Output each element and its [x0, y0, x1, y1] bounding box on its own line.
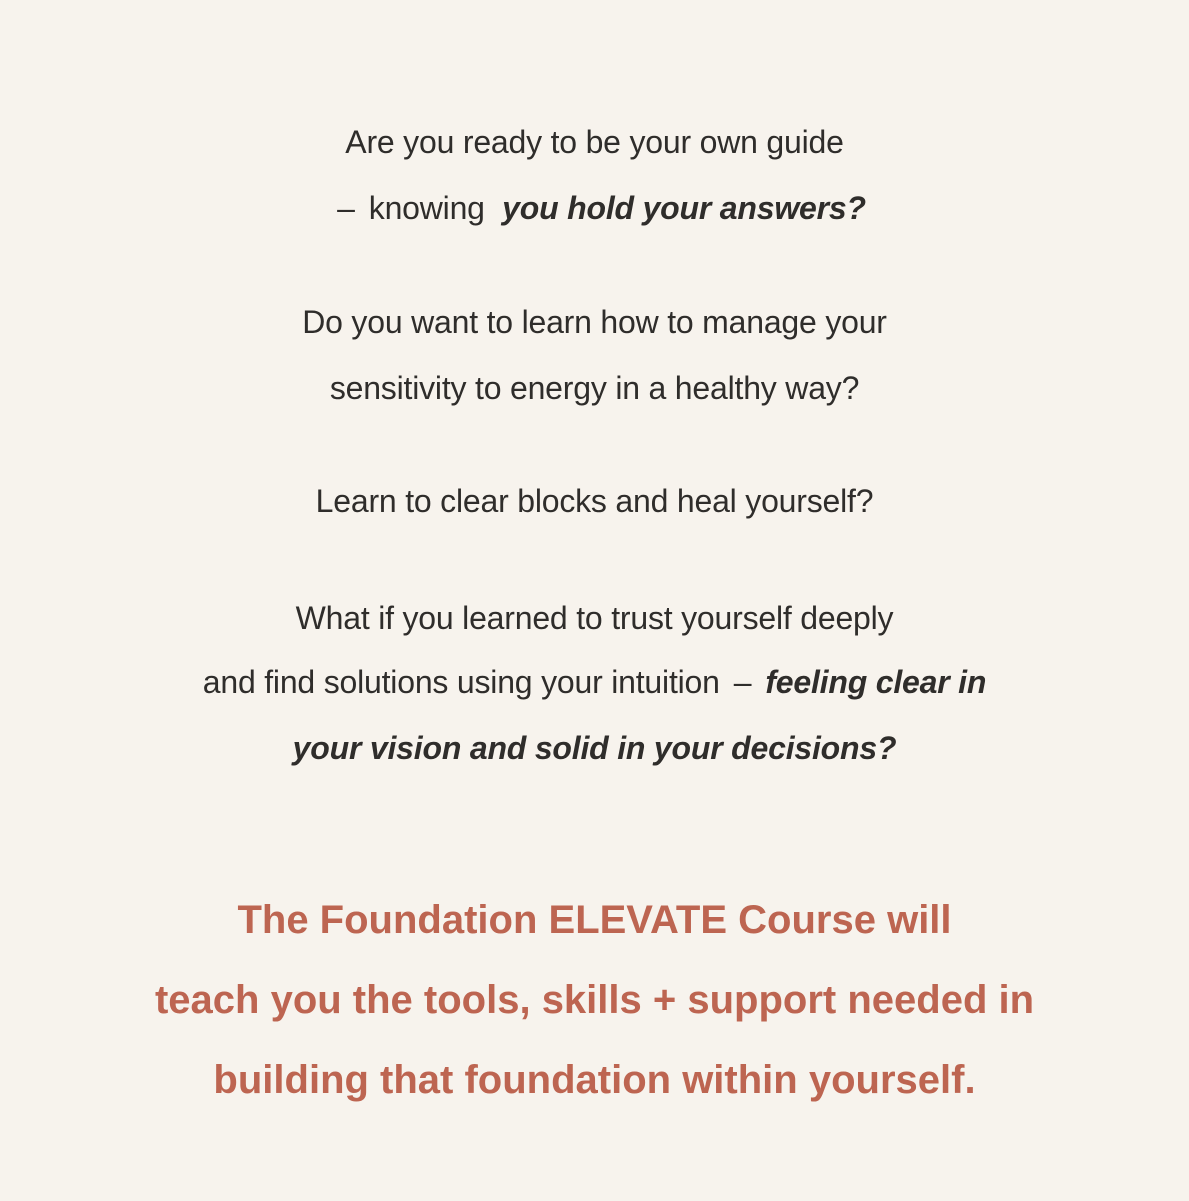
question-text: What if you learned to trust yourself deeply	[295, 600, 894, 636]
question-line-intuition	[0, 662, 1189, 702]
question-text: knowing	[368, 190, 485, 226]
highlight-line-course	[0, 896, 1189, 944]
highlight-text: The Foundation ELEVATE Course will	[237, 898, 952, 942]
highlight-line-tools	[0, 976, 1189, 1024]
question-line-clear-blocks	[0, 481, 1189, 521]
question-line-trust	[0, 598, 1189, 638]
emphasis-text: you hold your answers?	[502, 190, 866, 226]
question-line-sensitivity	[0, 368, 1189, 408]
question-line-knowing	[0, 188, 1189, 228]
question-line-vision	[0, 728, 1189, 768]
em-dash: –	[337, 190, 355, 226]
question-text: sensitivity to energy in a healthy way?	[329, 370, 860, 406]
question-text: Do you want to learn how to manage your	[302, 304, 887, 340]
question-line-ready	[0, 122, 1189, 162]
question-text: Learn to clear blocks and heal yourself?	[315, 483, 874, 519]
highlight-text: building that foundation within yourself.	[213, 1058, 976, 1102]
highlight-text: teach you the tools, skills + support needed in	[154, 978, 1035, 1022]
emphasis-text: your vision and solid in your decisions?	[292, 730, 897, 766]
em-dash: –	[733, 664, 752, 700]
highlight-line-foundation	[0, 1056, 1189, 1104]
emphasis-text: feeling clear in	[765, 664, 987, 700]
question-line-manage	[0, 302, 1189, 342]
question-text: and find solutions using your intuition	[202, 664, 720, 700]
question-text: Are you ready to be your own guide	[345, 124, 844, 160]
